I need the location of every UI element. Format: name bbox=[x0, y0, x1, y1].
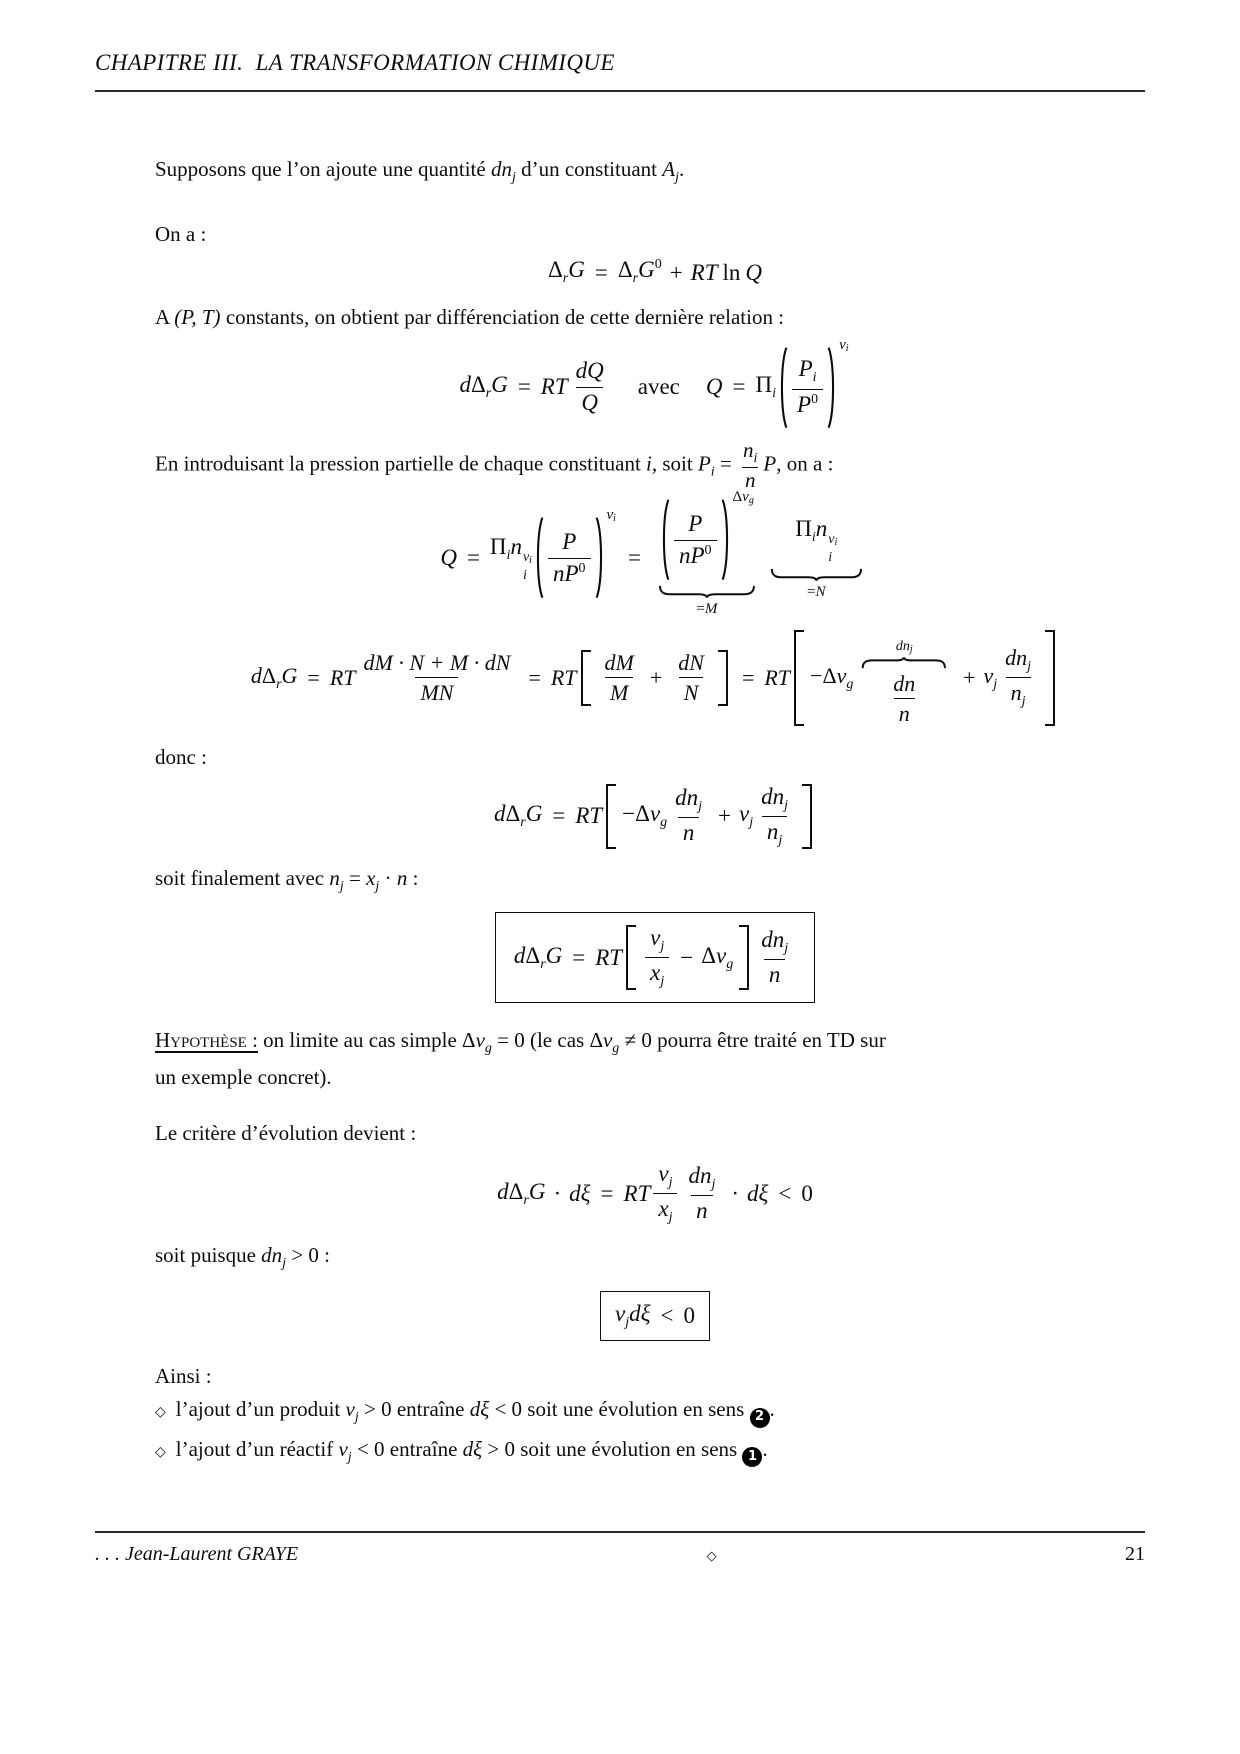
bracket-left bbox=[794, 630, 804, 726]
math-fraction bbox=[548, 529, 591, 587]
underbrace-group-m bbox=[658, 489, 756, 617]
dot-operator: · bbox=[731, 1180, 740, 1206]
math-term: (P, T) bbox=[174, 305, 221, 330]
fraction-numerator bbox=[856, 630, 952, 698]
underbrace-label: =M bbox=[696, 600, 718, 617]
exponent: νi bbox=[839, 336, 849, 354]
equals-sign: = bbox=[714, 451, 738, 476]
math-term: $-\Delta\nu_g$ bbox=[622, 801, 668, 831]
math-term: RT bbox=[764, 664, 791, 690]
equals-sign: = bbox=[627, 545, 641, 571]
text-run: > 0 soit une évolution en sens bbox=[482, 1436, 743, 1461]
equation-boxed-main bbox=[155, 912, 1155, 1003]
paren-left-icon bbox=[778, 346, 788, 429]
subscript: g bbox=[612, 1041, 620, 1057]
text-run: > 0 : bbox=[286, 1243, 330, 1268]
math-term: ν bbox=[345, 1397, 355, 1422]
paren-left-icon bbox=[660, 498, 670, 581]
bracket-right bbox=[739, 925, 749, 990]
math-term: dn bbox=[490, 157, 512, 181]
math-operator: ln bbox=[722, 259, 741, 285]
chapter-title: CHAPITRE III. LA TRANSFORMATION CHIMIQUE bbox=[95, 50, 615, 75]
dot-operator: · bbox=[553, 1180, 562, 1206]
math-term: $d\Delta_rG$ bbox=[497, 1178, 546, 1208]
plus-sign: + bbox=[649, 664, 663, 690]
math-term: $\Pi_in$ νi i bbox=[489, 534, 532, 584]
math-fraction bbox=[856, 630, 952, 726]
subscript: j bbox=[347, 1449, 352, 1465]
fraction-numerator: $dn_j$ bbox=[675, 785, 703, 815]
subscript: j bbox=[282, 1256, 287, 1272]
math-term: RT bbox=[540, 374, 568, 400]
paragraph-donc bbox=[155, 744, 1155, 771]
chapter-header bbox=[95, 50, 1145, 92]
hypothesis-label: Hypothèse : bbox=[155, 1028, 258, 1053]
bracket-group bbox=[626, 925, 749, 990]
math-fraction bbox=[792, 356, 823, 418]
equation-ddelta-rg-expanded bbox=[155, 630, 1155, 726]
underbrace-icon bbox=[770, 568, 863, 581]
fraction-denominator: MN bbox=[415, 677, 458, 705]
fraction-denominator: M bbox=[605, 677, 633, 705]
dot-operator: · bbox=[379, 865, 397, 890]
fraction-denominator: n bbox=[691, 1195, 713, 1224]
plus-sign: + bbox=[669, 259, 683, 285]
footer-diamond-icon: ◇ bbox=[706, 1549, 717, 1564]
paragraph-pt-constants bbox=[155, 304, 1155, 331]
subscript: g bbox=[484, 1041, 492, 1057]
equals-sign: = bbox=[343, 865, 367, 890]
paragraph-critere bbox=[155, 1120, 1155, 1147]
text-run: A bbox=[155, 305, 175, 330]
plus-sign: + bbox=[718, 803, 732, 829]
equation-box bbox=[600, 1291, 710, 1341]
math-term: $\nu_j$ bbox=[983, 662, 998, 692]
paragraph-soit-puisque bbox=[155, 1242, 1155, 1273]
text-run: Supposons que l’on ajoute une quantité bbox=[155, 157, 491, 181]
fraction-denominator: n bbox=[894, 698, 915, 726]
fraction-denominator: N bbox=[679, 677, 704, 705]
text-run: . bbox=[762, 1436, 768, 1461]
math-term: RT bbox=[623, 1180, 651, 1206]
fraction-numerator: P bbox=[562, 529, 577, 555]
paren-right-icon bbox=[827, 346, 837, 429]
fraction-numerator: dN bbox=[678, 650, 704, 676]
underbrace-label: =N bbox=[807, 584, 826, 601]
equation-ddelta-rg-q bbox=[155, 336, 1155, 429]
fraction-numerator: P bbox=[688, 511, 703, 537]
fraction-numerator: $P_i$ bbox=[798, 356, 817, 386]
math-fraction bbox=[1000, 645, 1036, 710]
fraction-denominator: $n_j$ bbox=[762, 816, 787, 849]
paren-right-icon bbox=[721, 498, 731, 581]
text-run: On a : bbox=[155, 222, 207, 247]
bracket-group bbox=[794, 630, 1055, 726]
text-run: < 0 soit une évolution en sens bbox=[489, 1397, 750, 1422]
fraction-numerator: $dn_j$ bbox=[761, 926, 789, 956]
math-term: dξ bbox=[747, 1180, 769, 1206]
paragraph-ainsi bbox=[155, 1363, 1155, 1390]
math-term: $-\Delta\nu_g$ bbox=[810, 662, 854, 692]
equation-evolution-criterion bbox=[155, 1161, 1155, 1226]
math-fraction bbox=[653, 1161, 677, 1226]
text-run: soit finalement avec bbox=[155, 865, 330, 890]
math-term: Δ bbox=[589, 1028, 603, 1053]
math-term: $\nu_jd\xi$ bbox=[615, 1301, 651, 1331]
math-term: dξ bbox=[469, 1397, 490, 1422]
overbrace-label: dnj bbox=[895, 638, 913, 655]
text-run: . bbox=[678, 157, 685, 181]
subscript: j bbox=[375, 878, 380, 894]
math-fraction bbox=[756, 784, 793, 849]
bracket-left bbox=[626, 925, 636, 990]
paren-left-icon bbox=[534, 516, 544, 599]
fraction-numerator: $n_i$ bbox=[743, 437, 758, 466]
math-fraction bbox=[571, 358, 609, 416]
math-term: dξ bbox=[569, 1180, 591, 1206]
equals-sign: = bbox=[600, 1180, 614, 1206]
equals-sign: = bbox=[307, 664, 320, 690]
math-fraction bbox=[645, 925, 669, 990]
math-fraction bbox=[670, 785, 707, 847]
math-fraction bbox=[359, 650, 516, 706]
math-fraction bbox=[683, 1163, 720, 1225]
page-number: 21 bbox=[1125, 1543, 1145, 1565]
bracket-group bbox=[606, 784, 812, 849]
fraction-numerator: $\nu_j$ bbox=[658, 1160, 673, 1190]
math-term: Δ bbox=[462, 1028, 476, 1053]
text-run: Ainsi : bbox=[155, 1364, 212, 1389]
exponent: νi bbox=[606, 507, 616, 525]
equals-sign: = bbox=[594, 259, 608, 285]
text-run: . bbox=[769, 1397, 775, 1422]
sens-badge: 1 bbox=[742, 1447, 762, 1467]
fraction-denominator: $P^0$ bbox=[792, 389, 823, 418]
math-fraction bbox=[673, 650, 709, 706]
underbrace-group-n bbox=[770, 515, 863, 601]
equals-sign: = bbox=[732, 374, 746, 400]
equation-box bbox=[495, 912, 815, 1003]
fraction-numerator: dM · N + M · dN bbox=[363, 650, 511, 676]
paragraph-soit-finalement bbox=[155, 865, 1155, 896]
math-term: P bbox=[697, 451, 711, 476]
diamond-bullet-icon: ◇ bbox=[155, 1404, 166, 1421]
subscript: j bbox=[354, 1410, 359, 1426]
text-run: ≠ 0 pourra être traité en TD sur bbox=[619, 1028, 886, 1053]
math-fraction bbox=[740, 439, 760, 492]
page-footer bbox=[95, 1531, 1145, 1566]
math-term: dξ bbox=[462, 1436, 483, 1461]
math-fraction bbox=[674, 511, 717, 569]
text-run: En introduisant la pression partielle de chaque constituant bbox=[155, 451, 647, 476]
math-term: RT bbox=[690, 259, 718, 285]
math-term: RT bbox=[329, 664, 356, 690]
math-term: Q bbox=[440, 545, 457, 571]
math-term: $d\Delta_rG$ bbox=[250, 662, 298, 692]
fraction-denominator: Q bbox=[576, 387, 603, 416]
fraction-denominator: $n_j$ bbox=[1006, 677, 1031, 710]
fraction-denominator: n bbox=[742, 467, 759, 492]
minus-sign: − bbox=[680, 944, 694, 970]
paren-group bbox=[534, 507, 616, 599]
text-run: : bbox=[407, 865, 419, 890]
math-term: 0 bbox=[801, 1180, 813, 1206]
fraction-denominator: $x_j$ bbox=[653, 1193, 677, 1226]
math-term: n bbox=[396, 865, 408, 890]
math-term: x bbox=[366, 865, 376, 890]
math-term: RT bbox=[595, 944, 623, 970]
page-content bbox=[155, 92, 1155, 1467]
paren-group bbox=[660, 489, 754, 581]
math-term: A bbox=[662, 157, 676, 181]
subscript: j bbox=[675, 170, 679, 185]
fraction-numerator: dM bbox=[604, 650, 634, 676]
text-run: constants, on obtient par différenciation de cette dernière relation : bbox=[220, 305, 785, 330]
text-run: < 0 entraîne bbox=[351, 1436, 463, 1461]
fraction-numerator: $dn_j$ bbox=[688, 1162, 716, 1192]
subscript: j bbox=[511, 170, 516, 185]
text-run: Le critère d’évolution devient : bbox=[155, 1120, 417, 1145]
text-run: avec bbox=[637, 374, 680, 400]
plus-sign: + bbox=[963, 664, 976, 690]
fraction-numerator: $\nu_j$ bbox=[650, 924, 665, 954]
less-than-sign: < bbox=[660, 1303, 674, 1329]
equals-sign: = bbox=[517, 374, 531, 400]
math-term: n bbox=[329, 865, 340, 890]
text-run: > 0 entraîne bbox=[358, 1397, 470, 1422]
fraction-denominator: $nP^0$ bbox=[674, 540, 717, 569]
math-term: $\Pi_in$ νi i bbox=[795, 516, 838, 566]
overbrace-icon bbox=[861, 657, 947, 669]
text-run: , soit bbox=[651, 451, 698, 476]
bracket-left bbox=[606, 784, 616, 849]
equation-boxed-nu-dxi bbox=[155, 1291, 1155, 1341]
overbrace-group: dnj dn bbox=[861, 639, 947, 696]
math-term: Q bbox=[705, 374, 723, 400]
bracket-left bbox=[581, 650, 591, 706]
equation-q-expansion bbox=[155, 489, 1155, 617]
text-run: donc : bbox=[155, 745, 207, 770]
fraction-numerator: dQ bbox=[575, 358, 604, 384]
fraction-numerator: $dn_j$ bbox=[1005, 645, 1032, 675]
underbrace-icon bbox=[658, 585, 756, 598]
math-term: P bbox=[763, 451, 777, 476]
text-run: l’ajout d’un réactif bbox=[175, 1436, 339, 1461]
bracket-right bbox=[718, 650, 728, 706]
paragraph-hypothese bbox=[155, 1027, 1155, 1091]
list-item-produit bbox=[155, 1396, 1155, 1427]
math-term: $\Delta_rG^0$ bbox=[617, 257, 662, 287]
subscript: j bbox=[339, 878, 344, 894]
bracket-group bbox=[581, 650, 728, 706]
math-term: ν bbox=[338, 1436, 348, 1461]
math-fraction bbox=[600, 650, 639, 706]
paren-right-icon bbox=[595, 516, 605, 599]
fraction-denominator: n bbox=[764, 959, 786, 988]
text-run: soit puisque bbox=[155, 1243, 262, 1268]
text-run: d’un constituant bbox=[515, 157, 663, 181]
math-term: Q bbox=[745, 259, 763, 285]
text-run: on limite au cas simple bbox=[257, 1028, 463, 1053]
text-run: l’ajout d’un produit bbox=[175, 1397, 346, 1422]
equals-sign: = bbox=[466, 545, 480, 571]
subscript: i bbox=[710, 464, 715, 480]
fraction-denominator: n bbox=[678, 817, 700, 846]
diamond-bullet-icon: ◇ bbox=[155, 1443, 166, 1460]
equals-sign: = bbox=[552, 803, 566, 829]
math-term: ν bbox=[475, 1028, 485, 1053]
paragraph-pression-partielle bbox=[155, 439, 1155, 492]
math-term: dn bbox=[261, 1243, 283, 1268]
math-term: $d\Delta_rG$ bbox=[513, 942, 563, 972]
math-term: $d\Delta_rG$ bbox=[493, 801, 543, 831]
math-term: RT bbox=[550, 664, 577, 690]
equals-sign: = bbox=[572, 944, 586, 970]
math-term: i bbox=[646, 451, 652, 476]
fraction-numerator: $dn_j$ bbox=[761, 783, 789, 813]
text-run: un exemple concret). bbox=[155, 1065, 332, 1090]
math-term: $\nu_j$ bbox=[739, 801, 754, 831]
equals-sign: = bbox=[741, 664, 755, 690]
bracket-right bbox=[802, 784, 812, 849]
paragraph-intro bbox=[155, 156, 1155, 187]
exponent: Δνg bbox=[732, 489, 754, 507]
less-than-sign: < bbox=[778, 1180, 792, 1206]
list-item-reactif bbox=[155, 1436, 1155, 1467]
math-term: 0 bbox=[683, 1303, 695, 1329]
equation-delta-rg bbox=[155, 256, 1155, 288]
equation-ddelta-rg-donc bbox=[155, 784, 1155, 849]
fraction-denominator: $nP^0$ bbox=[548, 558, 591, 587]
paren-group bbox=[778, 336, 849, 429]
text-run: = 0 (le cas bbox=[491, 1028, 590, 1053]
sens-badge: 2 bbox=[750, 1408, 770, 1428]
footer-author: . . . Jean-Laurent GRAYE bbox=[95, 1543, 299, 1565]
math-term: RT bbox=[575, 803, 603, 829]
bracket-right bbox=[1045, 630, 1055, 726]
math-term: ν bbox=[602, 1028, 613, 1053]
math-term: $\Delta\nu_g$ bbox=[701, 942, 734, 972]
math-fraction bbox=[756, 927, 793, 989]
paragraph-on-a bbox=[155, 221, 1155, 248]
fraction-denominator: $x_j$ bbox=[645, 957, 669, 990]
math-term: $d\Delta_rG$ bbox=[459, 372, 508, 402]
math-term: $\Pi_i$ bbox=[755, 372, 777, 402]
text-run: , on a : bbox=[776, 451, 834, 476]
equals-sign: = bbox=[528, 664, 541, 690]
math-term: $\Delta_rG$ bbox=[547, 257, 585, 287]
